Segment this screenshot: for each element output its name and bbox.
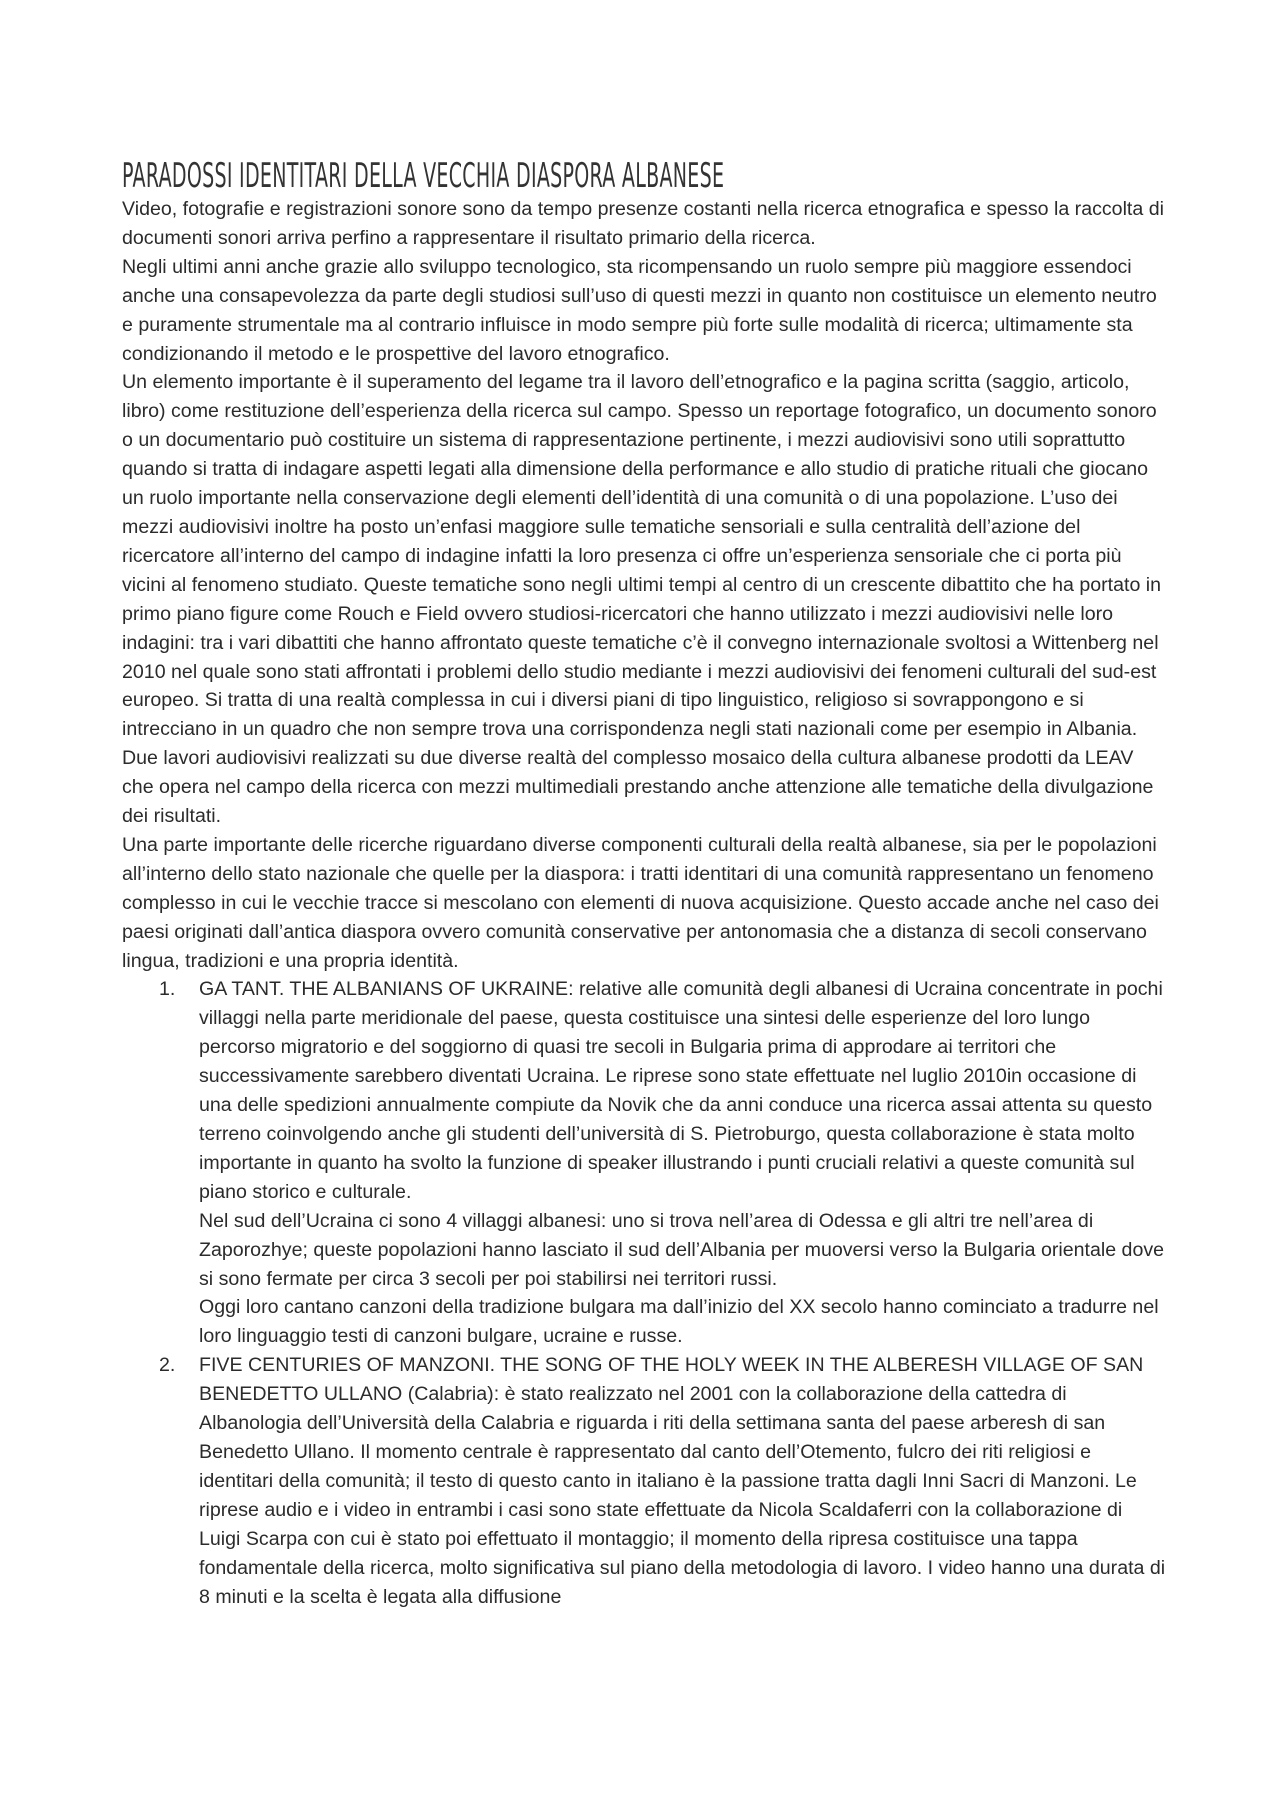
document-title: PARADOSSI IDENTITARI DELLA VECCHIA DIASPORA ALBANESE	[122, 156, 725, 196]
list-item	[122, 975, 1168, 1351]
list-item	[122, 1351, 1168, 1611]
list-number: 2.	[159, 1354, 176, 1377]
paragraph: Una parte importante delle ricerche riguardano diverse componenti culturali della realtà albanese, sia per le popolazioni all’interno dello stato nazionale che quelle per la diaspora: i tratti identitari di una comunità rappresentano un fenomeno complesso in cui le vecchie tracce si mescolano con elementi di nuova acquisizione. Questo accade anche nel caso dei paesi originati dall’antica diaspora ovvero comunità conservative per antonomasia che a distanza di secoli conservano lingua, tradizioni e una propria identità.	[122, 833, 1159, 972]
list-item-paragraph: Oggi loro cantano canzoni della tradizione bulgara ma dall’inizio del XX secolo hanno cominciato a tradurre nel loro linguaggio testi di canzoni bulgare, ucraine e russe.	[199, 1296, 1159, 1348]
paragraph: Negli ultimi anni anche grazie allo sviluppo tecnologico, sta ricompensando un ruolo sempre più maggiore essendoci anche una consapevolezza da parte degli studiosi sull’uso di questi mezzi in quanto non costituisce un elemento neutro e puramente strumentale ma al contrario influisce in modo sempre più forte sulle modalità di ricerca; ultimamente sta condizionando il metodo e le prospettive del lavoro etnografico.	[122, 255, 1157, 365]
numbered-list	[122, 975, 1168, 1611]
list-number: 1.	[159, 978, 176, 1001]
document-page	[122, 155, 1168, 1611]
paragraph: Due lavori audiovisivi realizzati su due diverse realtà del complesso mosaico della cultura albanese prodotti da LEAV che opera nel campo della ricerca con mezzi multimediali prestando anche attenzione alle tematiche della divulgazione dei risultati.	[122, 747, 1154, 828]
list-item-paragraph: Nel sud dell’Ucraina ci sono 4 villaggi albanesi: uno si trova nell’area di Odessa e gli altri tre nell’area di Zaporozhye; queste popolazioni hanno lasciato il sud dell’Albania per muoversi verso la Bulgaria orientale dove si sono fermate per circa 3 secoli per poi stabilirsi nei territori russi.	[199, 1209, 1165, 1290]
paragraph: Un elemento importante è il superamento del legame tra il lavoro dell’etnografico e la pagina scritta (saggio, articolo, libro) come restituzione dell’esperienza della ricerca sul campo. Spesso un reportage fotografico, un documento sonoro o un documentario può costituire un sistema di rappresentazione pertinente, i mezzi audiovisivi sono utili soprattutto quando si tratta di indagare aspetti legati alla dimensione della performance e allo studio di pratiche rituali che giocano un ruolo importante nella conservazione degli elementi dell’identità di una comunità o di una popolazione. L’uso dei mezzi audiovisivi inoltre ha posto un’enfasi maggiore sulle tematiche sensoriali e sulla centralità dell’azione del ricercatore all’interno del campo di indagine infatti la loro presenza ci offre un’esperienza sensoriale che ci porta più vicini al fenomeno studiato. Queste tematiche sono negli ultimi tempi al centro di un crescente dibattito che ha portato in primo piano figure come Rouch e Field ovvero studiosi-ricercatori che hanno utilizzato i mezzi audiovisivi nelle loro indagini: tra i vari dibattiti che hanno affrontato queste tematiche c’è il convegno internazionale svoltosi a Wittenberg nel 2010 nel quale sono stati affrontati i problemi dello studio mediante i mezzi audiovisivi dei fenomeni culturali del sud-est europeo. Si tratta di una realtà complessa in cui i diversi piani di tipo linguistico, religioso si sovrappongono e si intrecciano in un quadro che non sempre trova una corrispondenza negli stati nazionali come per esempio in Albania.	[122, 371, 1162, 741]
list-item-paragraph: GA TANT. THE ALBANIANS OF UKRAINE: relative alle comunità degli albanesi di Ucraina concentrate in pochi villaggi nella parte meridionale del paese, questa costituisce una sintesi delle esperienze del loro lungo percorso migratorio e del soggiorno di quasi tre secoli in Bulgaria prima di approdare ai territori che successivamente sarebbero diventati Ucraina. Le riprese sono state effettuate nel luglio 2010in occasione di una delle spedizioni annualmente compiute da Novik che da anni conduce una ricerca assai attenta su questo terreno coinvolgendo anche gli studenti dell’università di S. Pietroburgo, questa collaborazione è stata molto importante in quanto ha svolto la funzione di speaker illustrando i punti cruciali relativi a queste comunità sul piano storico e culturale.	[199, 978, 1163, 1203]
paragraph: Video, fotografie e registrazioni sonore sono da tempo presenze costanti nella ricerca etnografica e spesso la raccolta di documenti sonori arriva perfino a rappresentare il risultato primario della ricerca.	[122, 198, 1164, 249]
list-item-paragraph: FIVE CENTURIES OF MANZONI. THE SONG OF THE HOLY WEEK IN THE ALBERESH VILLAGE OF SAN BENEDETTO ULLANO (Calabria): è stato realizzato nel 2001 con la collaborazione della cattedra di Albanologia dell’Università della Calabria e riguarda i riti della settimana santa del paese arberesh di san Benedetto Ullano. Il momento centrale è rappresentato dal canto dell’Otemento, fulcro dei riti religiosi e identitari della comunità; il testo di questo canto in italiano è la passione tratta dagli Inni Sacri di Manzoni. Le riprese audio e i video in entrambi i casi sono state effettuate da Nicola Scaldaferri con la collaborazione di Luigi Scarpa con cui è stato poi effettuato il montaggio; il momento della ripresa costituisce una tappa fondamentale della ricerca, molto significativa sul piano della metodologia di lavoro. I video hanno una durata di 8 minuti e la scelta è legata alla diffusione	[199, 1354, 1166, 1608]
